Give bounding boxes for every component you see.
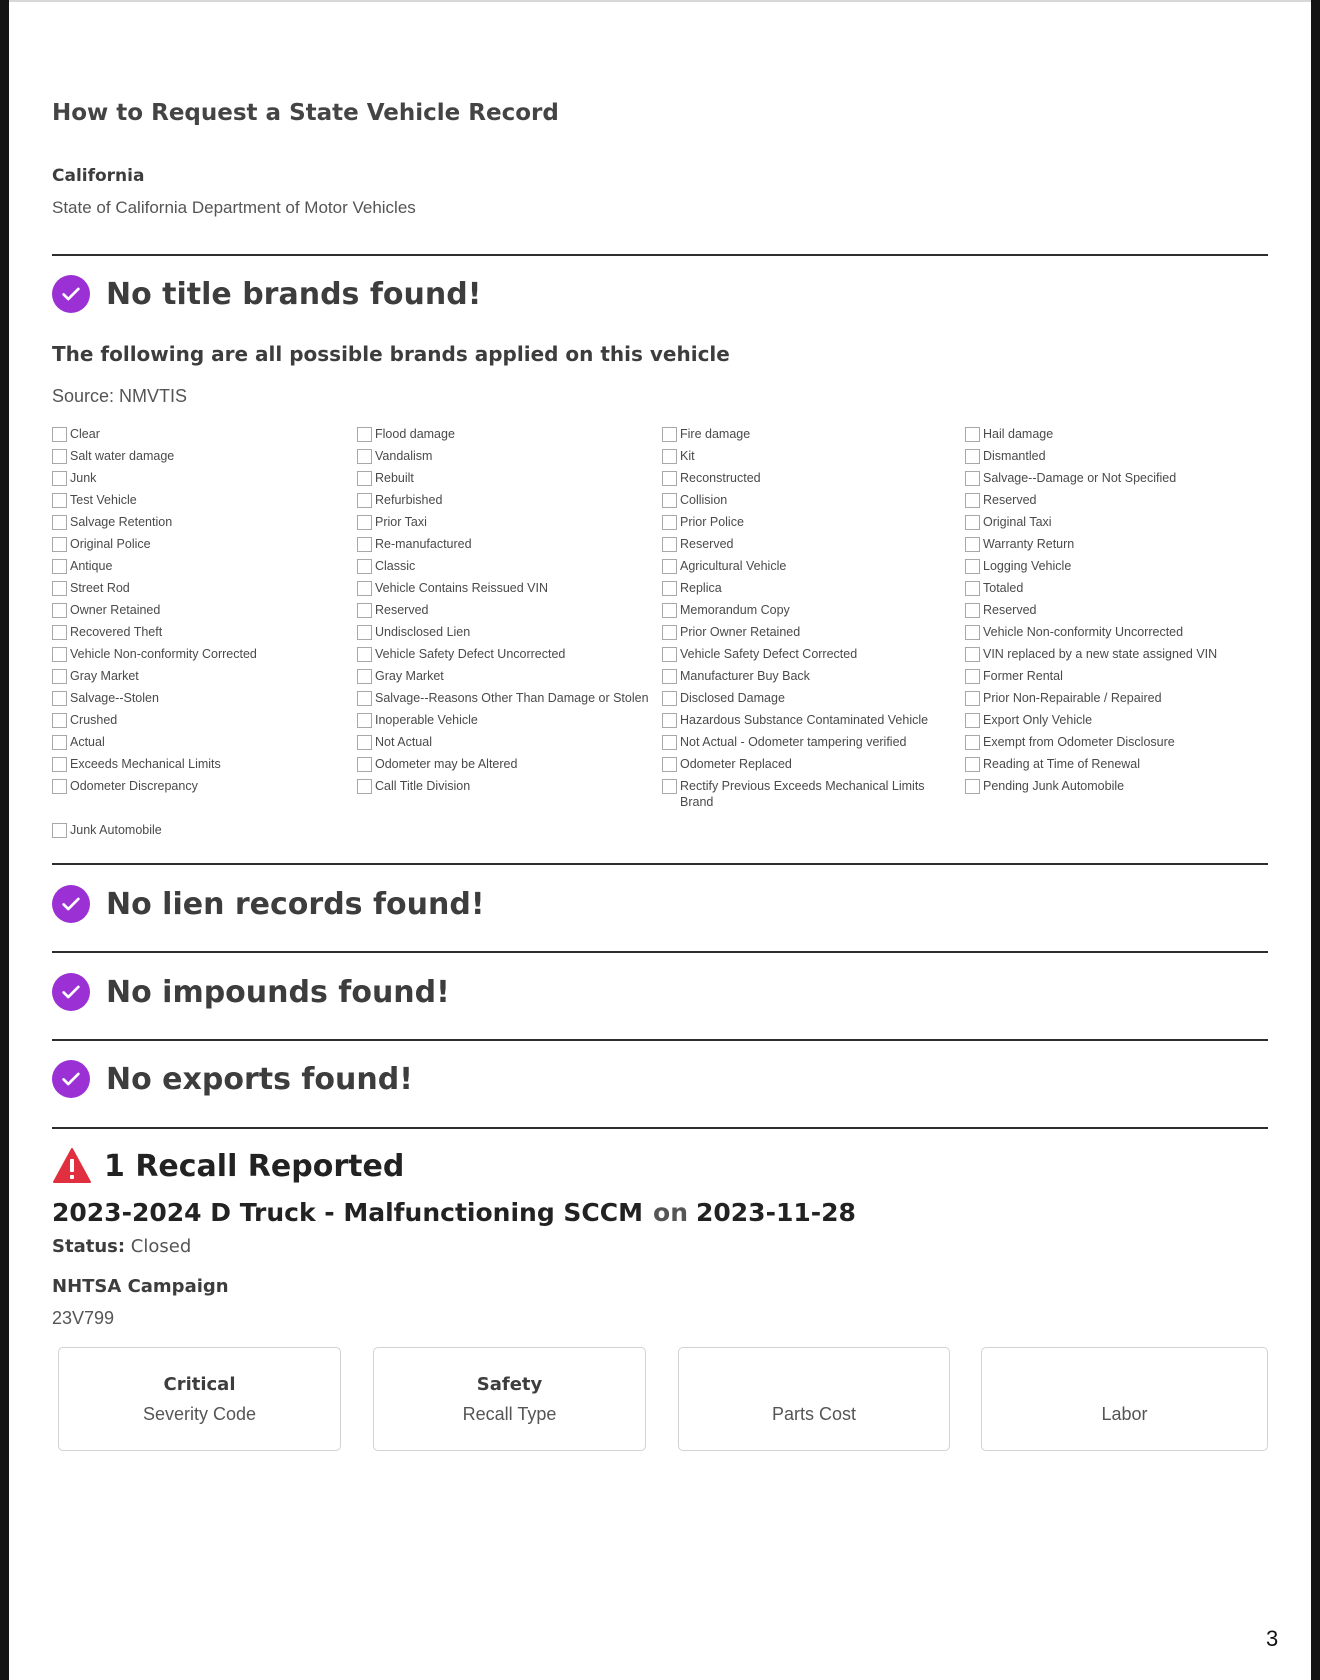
- brand-checkbox: [52, 779, 67, 794]
- recall-type-card: [373, 1347, 646, 1451]
- brands-subtitle: The following are all possible brands applied on this vehicle: [52, 342, 730, 366]
- brand-item: [662, 426, 965, 442]
- recall-status: [52, 1236, 191, 1257]
- brand-checkbox: [662, 427, 677, 442]
- brand-item: [52, 624, 357, 640]
- divider: [52, 1039, 1268, 1041]
- brand-checkbox: [965, 515, 980, 530]
- brand-checkbox: [357, 449, 372, 464]
- brand-checkbox: [662, 515, 677, 530]
- brand-checkbox: [52, 559, 67, 574]
- brand-label: Not Actual: [375, 735, 432, 749]
- brand-label: Refurbished: [375, 493, 443, 507]
- card-value: Safety: [476, 1374, 543, 1395]
- brand-item: [357, 624, 662, 640]
- check-circle-icon: [52, 973, 90, 1011]
- brand-item: [662, 558, 965, 574]
- check-circle-icon: [52, 1060, 90, 1098]
- brand-label: Warranty Return: [983, 537, 1075, 551]
- brand-label: Owner Retained: [70, 603, 161, 617]
- brand-item: [965, 734, 1268, 750]
- recall-title: [52, 1198, 856, 1227]
- liens-status: [52, 885, 485, 923]
- brand-label: Reserved: [983, 493, 1037, 507]
- brand-checkbox: [662, 757, 677, 772]
- brand-item: [52, 536, 357, 552]
- brand-label: Crushed: [70, 713, 118, 727]
- liens-status-text: No lien records found!: [106, 886, 485, 922]
- brand-item: [357, 712, 662, 728]
- brand-item: [52, 426, 357, 442]
- brand-checkbox: [662, 713, 677, 728]
- brand-item: [52, 470, 357, 486]
- brand-checkbox: [357, 735, 372, 750]
- brand-checkbox: [662, 647, 677, 662]
- page-top-edge: [0, 0, 1320, 2]
- brand-item: [52, 646, 357, 662]
- brand-checkbox: [357, 427, 372, 442]
- title-brands-status-text: No title brands found!: [106, 276, 482, 312]
- brand-label: Vehicle Non-conformity Uncorrected: [983, 625, 1184, 639]
- brand-checkbox: [965, 559, 980, 574]
- brand-item: [52, 492, 357, 508]
- brand-label: Export Only Vehicle: [983, 713, 1093, 727]
- brand-label: Reconstructed: [680, 471, 761, 485]
- brand-item: [52, 734, 357, 750]
- brand-item: [357, 492, 662, 508]
- brand-item: [52, 778, 357, 810]
- title-brands-status: [52, 275, 481, 313]
- brand-label: Prior Owner Retained: [680, 625, 801, 639]
- brand-label: Fire damage: [680, 427, 751, 441]
- recall-on: on: [653, 1198, 688, 1227]
- brand-item: [662, 470, 965, 486]
- brand-item: [52, 580, 357, 596]
- brand-item: [52, 756, 357, 772]
- brand-item: [662, 756, 965, 772]
- brand-label: Odometer Replaced: [680, 757, 792, 771]
- brand-label: Classic: [375, 559, 416, 573]
- brand-label: Exempt from Odometer Disclosure: [983, 735, 1175, 749]
- brand-label: Reserved: [680, 537, 734, 551]
- labor-card: [981, 1347, 1268, 1451]
- brand-label: Prior Taxi: [375, 515, 427, 529]
- brand-item: [965, 448, 1268, 464]
- brand-item: [662, 778, 965, 810]
- brand-checkbox: [662, 471, 677, 486]
- brand-label: Former Rental: [983, 669, 1063, 683]
- brand-checkbox: [357, 779, 372, 794]
- brand-checkbox: [965, 735, 980, 750]
- brand-item: [965, 690, 1268, 706]
- card-value: Critical: [163, 1374, 236, 1395]
- brand-label: Odometer Discrepancy: [70, 779, 198, 793]
- brand-item: [357, 668, 662, 684]
- request-record-title: How to Request a State Vehicle Record: [52, 100, 559, 126]
- check-circle-icon: [52, 275, 90, 313]
- brand-label: Agricultural Vehicle: [680, 559, 787, 573]
- brand-label: Kit: [680, 449, 695, 463]
- brand-item: [965, 580, 1268, 596]
- brand-checkbox: [662, 735, 677, 750]
- brand-checkbox: [965, 581, 980, 596]
- brand-item: [662, 580, 965, 596]
- brand-checkbox: [662, 603, 677, 618]
- brand-checkbox: [52, 713, 67, 728]
- brand-checkbox: [357, 559, 372, 574]
- brand-item: [662, 734, 965, 750]
- brand-label: Call Title Division: [375, 779, 471, 793]
- brand-checkbox: [52, 493, 67, 508]
- brand-item: [357, 756, 662, 772]
- brand-label: Original Taxi: [983, 515, 1052, 529]
- impounds-status: [52, 973, 450, 1011]
- brand-item: [52, 690, 357, 706]
- brand-checkbox: [965, 691, 980, 706]
- brand-checkbox: [965, 537, 980, 552]
- brand-checkbox: [52, 427, 67, 442]
- brand-label: Pending Junk Automobile: [983, 779, 1125, 793]
- brand-label: Undisclosed Lien: [375, 625, 471, 639]
- brand-label: Junk Automobile: [70, 823, 162, 837]
- brand-checkbox: [357, 537, 372, 552]
- brand-item: [965, 668, 1268, 684]
- brand-label: Reserved: [983, 603, 1037, 617]
- campaign-label: NHTSA Campaign: [52, 1276, 229, 1297]
- brand-checkbox: [965, 757, 980, 772]
- brand-checkbox: [965, 471, 980, 486]
- recall-name: 2023-2024 D Truck - Malfunctioning SCCM: [52, 1198, 644, 1227]
- brand-item: [52, 602, 357, 618]
- brand-checkbox: [965, 669, 980, 684]
- brand-checkbox: [357, 625, 372, 640]
- recall-status-label: Status:: [52, 1236, 126, 1257]
- check-circle-icon: [52, 885, 90, 923]
- brand-item: [965, 756, 1268, 772]
- brand-item: [662, 668, 965, 684]
- brand-label: Rectify Previous Exceeds Mechanical Limits Brand: [680, 779, 925, 809]
- brand-label: Logging Vehicle: [983, 559, 1072, 573]
- brand-item: [357, 558, 662, 574]
- brand-label: Salt water damage: [70, 449, 175, 463]
- brand-checkbox: [662, 691, 677, 706]
- brand-label: Salvage--Stolen: [70, 691, 159, 705]
- brand-label: Gray Market: [375, 669, 444, 683]
- brand-item: [52, 558, 357, 574]
- brand-item: [965, 514, 1268, 530]
- brands-source: Source: NMVTIS: [52, 386, 188, 406]
- brand-item: [357, 426, 662, 442]
- brand-label: Test Vehicle: [70, 493, 137, 507]
- brand-checkbox: [662, 779, 677, 794]
- brand-item: [357, 580, 662, 596]
- brand-checkbox: [357, 647, 372, 662]
- brand-checkbox: [965, 625, 980, 640]
- brand-checkbox: [662, 559, 677, 574]
- brand-item: [357, 536, 662, 552]
- brand-checkbox: [965, 779, 980, 794]
- brand-checkbox: [52, 647, 67, 662]
- brand-label: Vandalism: [375, 449, 433, 463]
- brand-label: Vehicle Non-conformity Corrected: [70, 647, 257, 661]
- brand-checkbox: [357, 493, 372, 508]
- brand-item: [662, 602, 965, 618]
- brand-checkbox: [52, 735, 67, 750]
- brand-label: VIN replaced by a new state assigned VIN: [983, 647, 1218, 661]
- state-name: California: [52, 166, 145, 186]
- brand-checkbox: [662, 625, 677, 640]
- warning-icon: [52, 1146, 92, 1186]
- brand-checkbox: [662, 669, 677, 684]
- card-label: Parts Cost: [771, 1404, 857, 1424]
- brand-label: Reserved: [375, 603, 429, 617]
- brand-label: Hail damage: [983, 427, 1054, 441]
- brand-item: [965, 426, 1268, 442]
- brand-item: [357, 778, 662, 810]
- brand-label: Totaled: [983, 581, 1024, 595]
- brand-checkbox: [52, 603, 67, 618]
- brand-checkbox: [965, 713, 980, 728]
- brand-item: [965, 646, 1268, 662]
- brand-item: [965, 558, 1268, 574]
- recall-status-value: Closed: [130, 1236, 192, 1257]
- brand-label: Prior Police: [680, 515, 744, 529]
- recall-date: 2023-11-28: [696, 1198, 856, 1227]
- state-agency: State of California Department of Motor Vehicles: [52, 198, 416, 217]
- brand-item: [662, 536, 965, 552]
- exports-status: [52, 1060, 413, 1098]
- brand-checkbox: [52, 669, 67, 684]
- brand-item: [662, 690, 965, 706]
- brand-checkbox: [52, 537, 67, 552]
- brand-label: Salvage--Damage or Not Specified: [983, 471, 1177, 485]
- brand-checkbox: [52, 515, 67, 530]
- brand-item: [662, 492, 965, 508]
- brand-label: Collision: [680, 493, 728, 507]
- brand-item: [52, 448, 357, 464]
- brand-label: Replica: [680, 581, 722, 595]
- brand-item: [662, 712, 965, 728]
- brand-item: [357, 470, 662, 486]
- brand-label: Rebuilt: [375, 471, 414, 485]
- brand-item: [357, 690, 662, 706]
- brand-label: Salvage Retention: [70, 515, 173, 529]
- brand-checkbox: [357, 581, 372, 596]
- impounds-status-text: No impounds found!: [106, 974, 450, 1010]
- brand-label: Gray Market: [70, 669, 139, 683]
- campaign-value: 23V799: [52, 1308, 115, 1328]
- brand-item: [52, 668, 357, 684]
- brand-item: [965, 602, 1268, 618]
- brand-item: [965, 712, 1268, 728]
- brand-checkbox: [357, 515, 372, 530]
- brand-label: Vehicle Safety Defect Corrected: [680, 647, 858, 661]
- brand-item: [662, 646, 965, 662]
- recall-heading: [52, 1146, 404, 1186]
- brand-item: [357, 734, 662, 750]
- brand-checkbox: [965, 493, 980, 508]
- brand-item: [52, 822, 168, 838]
- brand-checkbox: [357, 691, 372, 706]
- brand-label: Inoperable Vehicle: [375, 713, 478, 727]
- parts-cost-card: [678, 1347, 950, 1451]
- brand-label: Flood damage: [375, 427, 455, 441]
- brand-label: Hazardous Substance Contaminated Vehicle: [680, 713, 929, 727]
- brand-item: [662, 624, 965, 640]
- brand-label: Dismantled: [983, 449, 1046, 463]
- brand-checkbox: [52, 581, 67, 596]
- brand-checkbox: [662, 537, 677, 552]
- viewer-left-border: [0, 0, 9, 1680]
- brand-label: Clear: [70, 427, 100, 441]
- brand-checkbox: [52, 757, 67, 772]
- brand-label: Exceeds Mechanical Limits: [70, 757, 221, 771]
- brand-item: [965, 470, 1268, 486]
- brand-checkbox: [965, 449, 980, 464]
- brand-item: [357, 602, 662, 618]
- brand-item: [357, 646, 662, 662]
- brand-label: Reading at Time of Renewal: [983, 757, 1141, 771]
- brand-label: Junk: [70, 471, 97, 485]
- brand-label: Re-manufactured: [375, 537, 472, 551]
- brand-checkbox: [357, 713, 372, 728]
- brand-label: Original Police: [70, 537, 151, 551]
- brand-label: Not Actual - Odometer tampering verified: [680, 735, 907, 749]
- card-label: Labor: [1101, 1404, 1148, 1424]
- exports-status-text: No exports found!: [106, 1061, 413, 1097]
- brand-label: Vehicle Contains Reissued VIN: [375, 581, 549, 595]
- brand-checkbox: [965, 603, 980, 618]
- viewer-right-border: [1311, 0, 1320, 1680]
- brand-label: Memorandum Copy: [680, 603, 790, 617]
- brand-checkbox: [52, 625, 67, 640]
- divider: [52, 863, 1268, 865]
- card-label: Recall Type: [462, 1404, 557, 1424]
- brand-checkbox: [357, 603, 372, 618]
- brand-item: [662, 448, 965, 464]
- brand-label: Antique: [70, 559, 113, 573]
- severity-code-card: [58, 1347, 341, 1451]
- brand-checkbox: [52, 471, 67, 486]
- brand-item: [965, 492, 1268, 508]
- brand-checkbox: [662, 449, 677, 464]
- brand-item: [965, 624, 1268, 640]
- brand-label: Disclosed Damage: [680, 691, 785, 705]
- brand-checkbox: [965, 647, 980, 662]
- brand-checkbox: [965, 427, 980, 442]
- brand-checkbox: [357, 757, 372, 772]
- brand-label: Salvage--Reasons Other Than Damage or Stolen: [375, 691, 649, 705]
- page-number: 3: [1266, 1626, 1279, 1651]
- recall-heading-text: 1 Recall Reported: [104, 1148, 405, 1184]
- brand-label: Odometer may be Altered: [375, 757, 518, 771]
- brands-checklist: [52, 426, 1268, 810]
- brand-label: Recovered Theft: [70, 625, 163, 639]
- brand-label: Manufacturer Buy Back: [680, 669, 810, 683]
- divider: [52, 951, 1268, 953]
- brand-label: Vehicle Safety Defect Uncorrected: [375, 647, 566, 661]
- brand-checkbox: [52, 691, 67, 706]
- brand-checkbox: [662, 493, 677, 508]
- brand-checkbox: [662, 581, 677, 596]
- brand-item: [52, 514, 357, 530]
- brand-item: [965, 778, 1268, 810]
- brand-item: [662, 514, 965, 530]
- brand-item: [965, 536, 1268, 552]
- brand-checkbox: [52, 823, 67, 838]
- brand-checkbox: [52, 449, 67, 464]
- brand-label: Actual: [70, 735, 105, 749]
- brand-checkbox: [357, 471, 372, 486]
- divider: [52, 1127, 1268, 1129]
- brand-label: Street Rod: [70, 581, 130, 595]
- brand-item: [357, 448, 662, 464]
- brand-label: Prior Non-Repairable / Repaired: [983, 691, 1162, 705]
- brand-item: [357, 514, 662, 530]
- divider: [52, 254, 1268, 256]
- brand-item: [52, 712, 357, 728]
- card-label: Severity Code: [142, 1404, 257, 1424]
- brand-checkbox: [357, 669, 372, 684]
